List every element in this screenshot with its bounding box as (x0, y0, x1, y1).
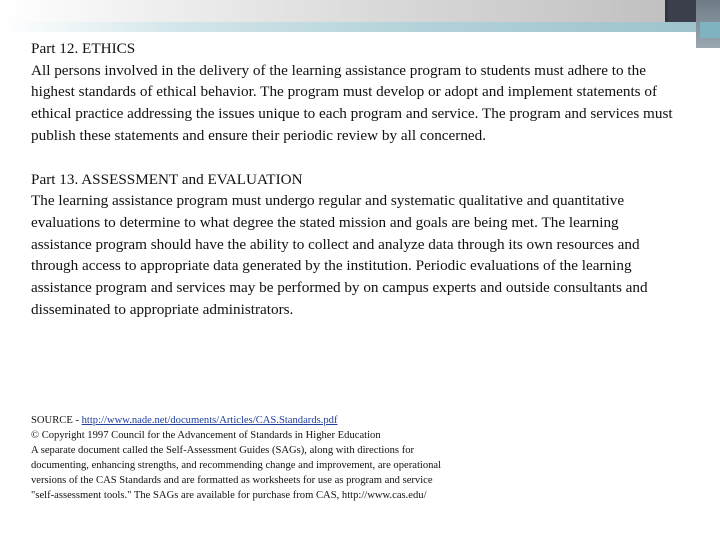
corner-accent (700, 22, 720, 38)
source-note-line: "self-assessment tools." The SAGs are available for purchase from CAS, http://www.cas.edu/ (31, 489, 427, 501)
slide-content (31, 38, 681, 320)
copyright-line: © Copyright 1997 Council for the Advancement of Standards in Higher Education (31, 429, 381, 441)
ethics-paragraph (31, 38, 681, 147)
ethics-section (31, 38, 681, 147)
slide-header-bar (0, 0, 720, 22)
source-note (31, 414, 631, 503)
assessment-section (31, 169, 681, 321)
source-note-line: A separate document called the Self-Assessment Guides (SAGs), along with directions for (31, 444, 415, 456)
source-note-line: versions of the CAS Standards and are formatted as worksheets for use as program and service (31, 474, 433, 486)
ethics-body: All persons involved in the delivery of the learning assistance program to students must adhere to the highest standards of ethical behavior. The program must develop or adopt and implement statements of ethical practice addressing the issues unique to each program and service. The program and services must publish these statements and ensure their periodic review by all concerned. (31, 61, 673, 144)
slide-corner-decoration (696, 0, 720, 48)
ethics-heading: Part 12. ETHICS (31, 40, 136, 57)
assessment-body: The learning assistance program must undergo regular and systematic qualitative and quantitative evaluations to determine to what degree the stated mission and goals are being met. The learning assistance program should have the ability to collect and analyze data through its own resources and through access to appropriate data generated by the institution. Periodic evaluations of the learning assistance program and services may be performed by on campus experts and outside consultants and disseminated to appropriate administrators. (31, 192, 648, 318)
source-prefix: SOURCE - (31, 415, 82, 426)
source-note-line: documenting, enhancing strengths, and recommending change and improvement, are operational (31, 459, 442, 471)
slide-accent-band (0, 22, 700, 32)
assessment-paragraph (31, 169, 681, 321)
source-line (31, 414, 631, 429)
header-dark-block (668, 0, 696, 22)
source-link[interactable]: http://www.nade.net/documents/Articles/CAS.Standards.pdf (81, 415, 338, 426)
assessment-heading: Part 13. ASSESSMENT and EVALUATION (31, 170, 303, 188)
